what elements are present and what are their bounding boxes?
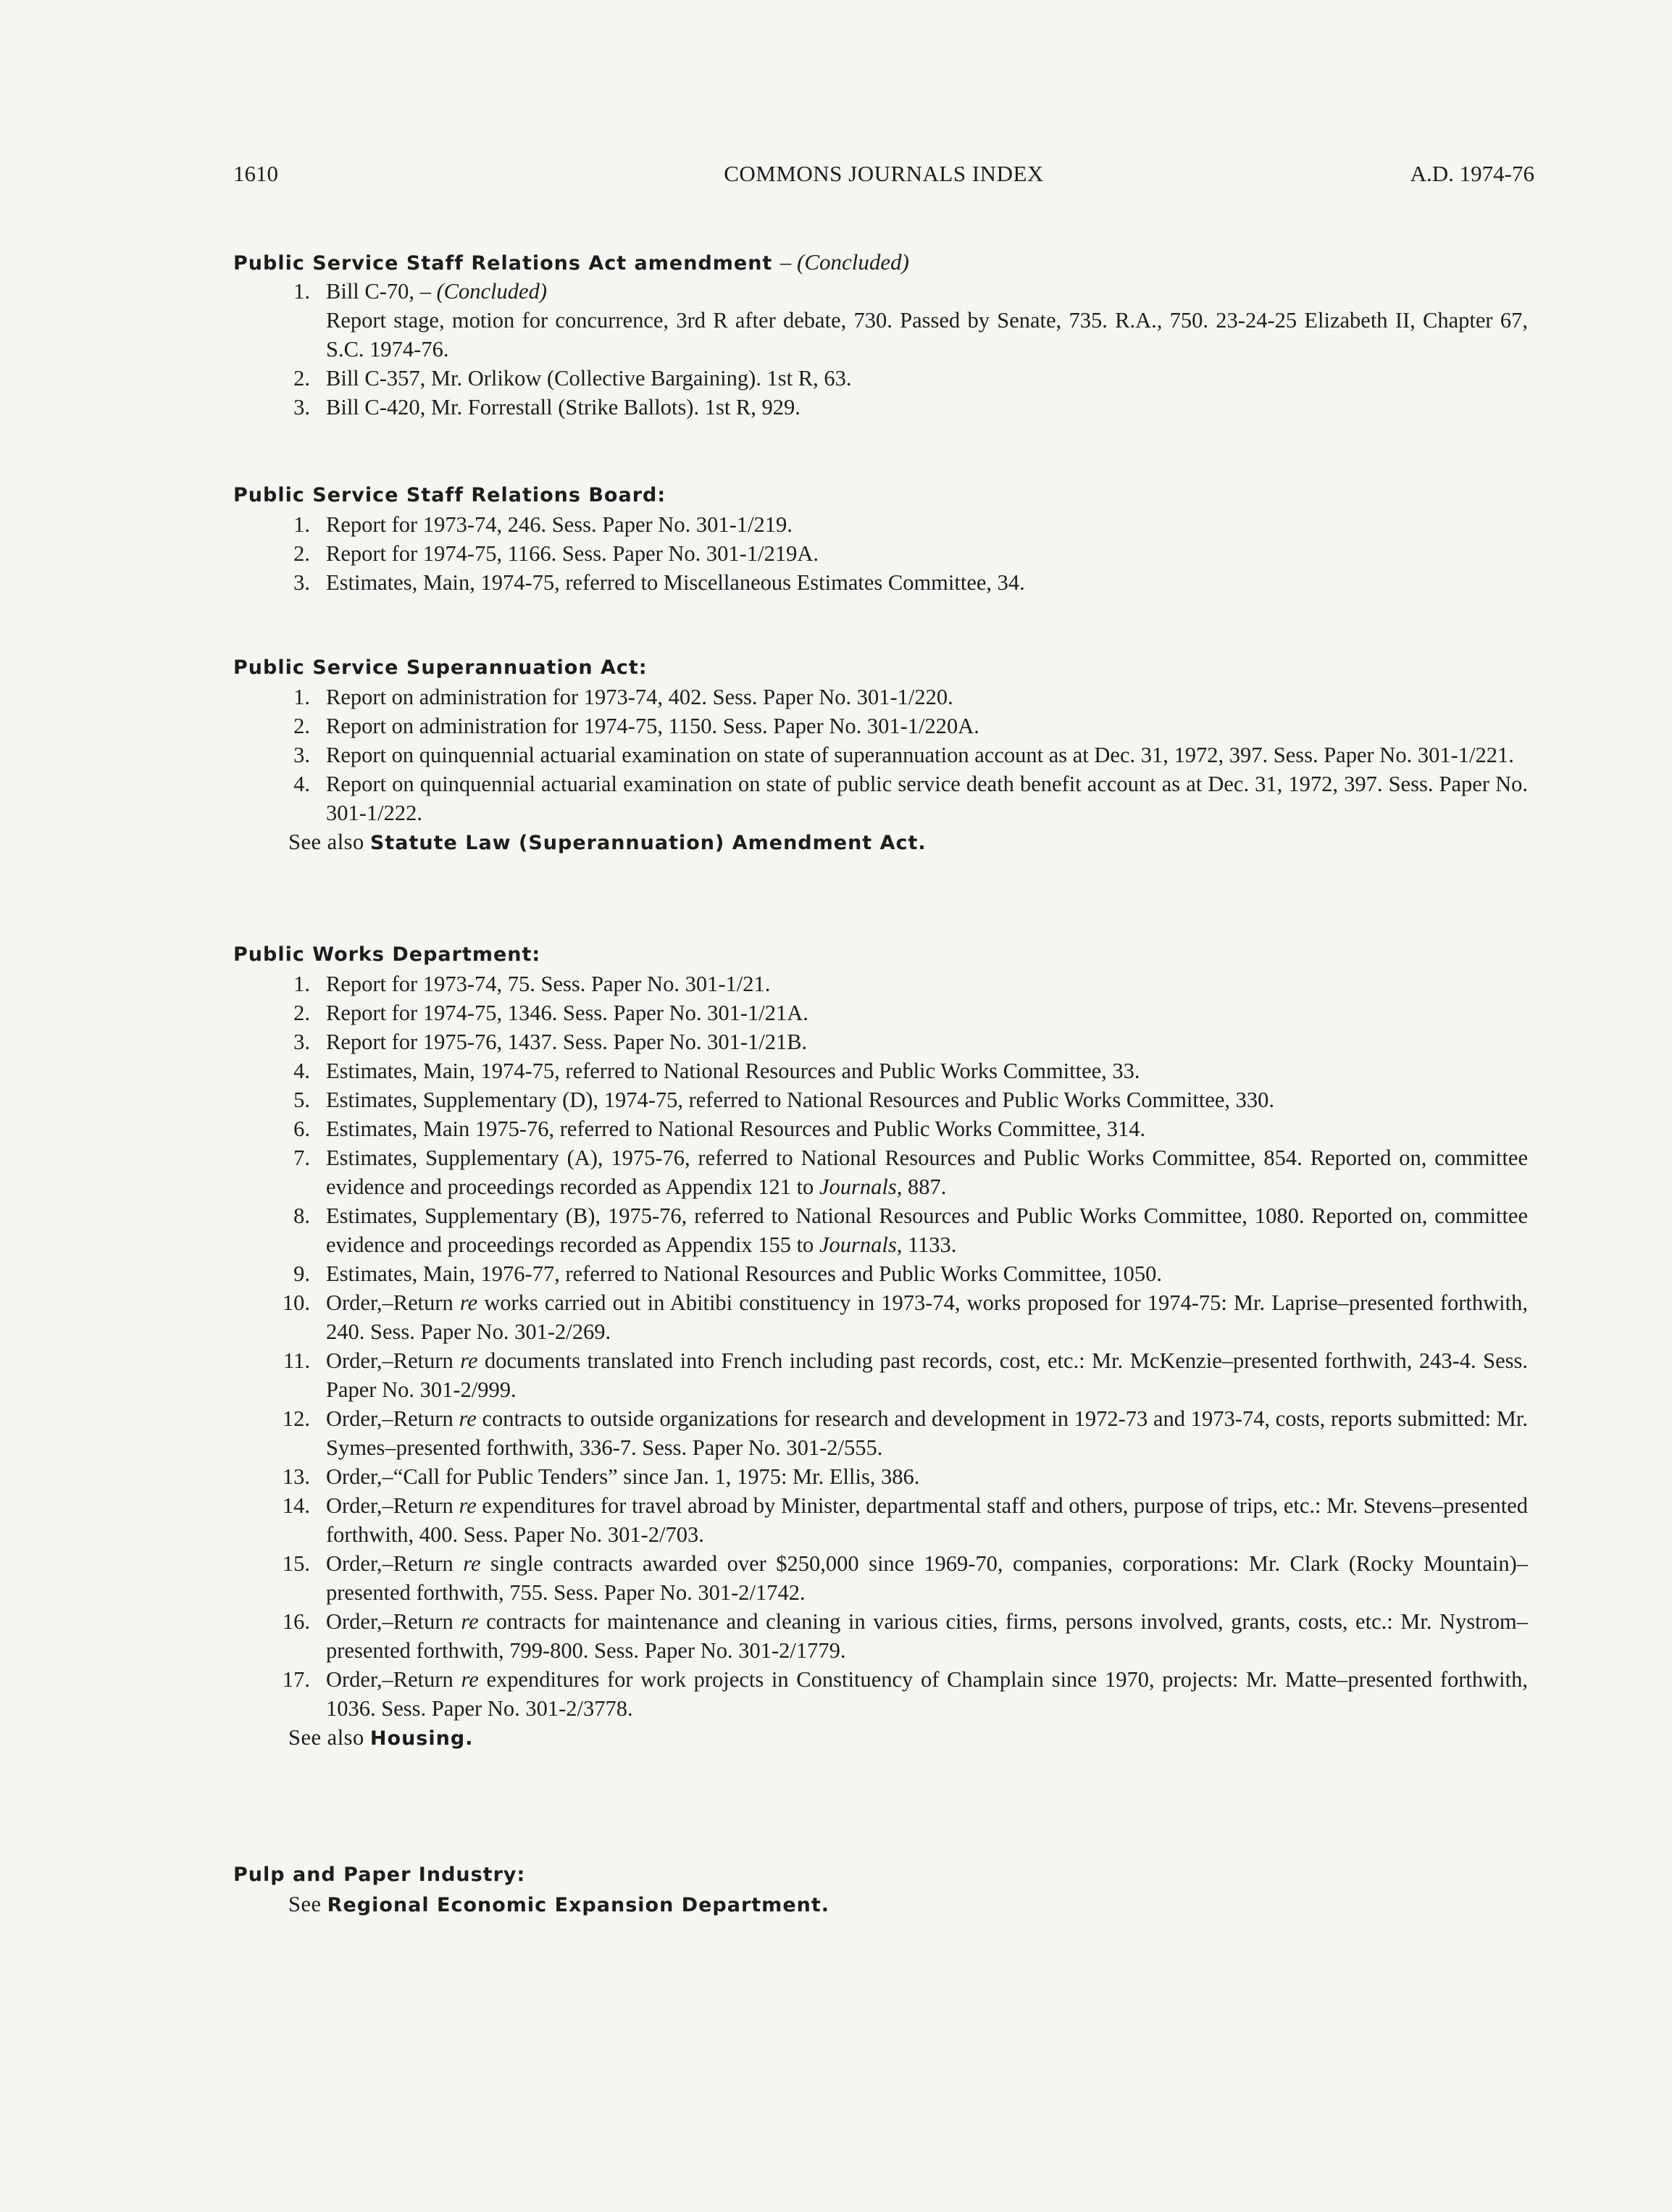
list-item: 4. Estimates, Main, 1974-75, referred to National Resources and Public Works Committee, 33.	[293, 1059, 1140, 1083]
list-item: 2. Report on administration for 1974-75, 1150. Sess. Paper No. 301-1/220A.	[293, 714, 979, 738]
list-item-continuation: Report stage, motion for concurrence, 3rd R after debate, 730. Passed by Senate, 735. R.A., 750. 23-24-25 Elizabeth II, Chapter 67, S.C. 1974-76.	[326, 308, 1528, 362]
list-item: 1. Report on administration for 1973-74, 402. Sess. Paper No. 301-1/220.	[293, 685, 953, 709]
entry-heading: Public Works Department:	[233, 943, 541, 966]
entry-heading: Public Service Superannuation Act:	[233, 656, 648, 679]
see-also-reference: See also Statute Law (Superannuation) Amendment Act.	[288, 830, 927, 854]
list-item: 11. Order,–Return re documents translated into French including past records, cost, etc.: Mr. McKenzie–presented forthwith, 243-4. Sess. Paper No. 301-2/999.	[283, 1348, 1528, 1402]
journal-period: A.D. 1974-76	[1410, 161, 1534, 186]
list-item: 16. Order,–Return re contracts for maintenance and cleaning in various cities, firms, persons involved, grants, costs, etc.: Mr. Nystrom–presented forthwith, 799-800. Sess. Paper No. 301-2/1779.	[282, 1609, 1528, 1663]
list-item: 14. Order,–Return re expenditures for travel abroad by Minister, departmental staff and others, purpose of trips, etc.: Mr. Stevens–presented forthwith, 400. Sess. Paper No. 301-2/703.	[282, 1493, 1528, 1547]
list-item: 4. Report on quinquennial actuarial examination on state of public service death benefit account as at Dec. 31, 1972, 397. Sess. Paper No. 301-1/222.	[293, 772, 1528, 825]
list-item: 1. Report for 1973-74, 75. Sess. Paper No. 301-1/21.	[293, 972, 771, 996]
list-item: 1. Bill C-70, – (Concluded)	[293, 279, 547, 304]
index-entry-superannuation-act	[233, 654, 1528, 858]
entry-heading: Pulp and Paper Industry:	[233, 1863, 526, 1886]
list-item: 7. Estimates, Supplementary (A), 1975-76, referred to National Resources and Public Works Committee, 854. Reported on, committee evidence and proceedings recorded as Appendix 121 to Journals, 887.	[293, 1145, 1528, 1199]
list-item: 8. Estimates, Supplementary (B), 1975-76, referred to National Resources and Public Works Committee, 1080. Reported on, committee evidence and proceedings recorded as Appendix 155 to Journals, 1133.	[293, 1203, 1528, 1257]
list-item: 3. Estimates, Main, 1974-75, referred to Miscellaneous Estimates Committee, 34.	[293, 570, 1025, 595]
page-header	[233, 161, 1534, 193]
list-item: 3. Report for 1975-76, 1437. Sess. Paper No. 301-1/21B.	[293, 1030, 808, 1054]
list-item: 1. Report for 1973-74, 246. Sess. Paper No. 301-1/219.	[293, 512, 793, 537]
list-item: 3. Report on quinquennial actuarial examination on state of superannuation account as at Dec. 31, 1972, 397. Sess. Paper No. 301-1/221.	[293, 743, 1514, 767]
list-item: 2. Report for 1974-75, 1346. Sess. Paper No. 301-1/21A.	[293, 1001, 808, 1025]
list-item: 10. Order,–Return re works carried out in Abitibi constituency in 1973-74, works proposed for 1974-75: Mr. Laprise–presented forthwith, 240. Sess. Paper No. 301-2/269.	[282, 1290, 1529, 1344]
index-entry-pssr-board	[233, 481, 1528, 597]
list-item: 17. Order,–Return re expenditures for work projects in Constituency of Champlain since 1970, projects: Mr. Matte–presented forthwith, 1036. Sess. Paper No. 301-2/3778.	[282, 1667, 1529, 1721]
list-item: 12. Order,–Return re contracts to outside organizations for research and development in 1972-73 and 1973-74, costs, reports submitted: Mr. Symes–presented forthwith, 336-7. Sess. Paper No. 301-2/555.	[282, 1406, 1529, 1460]
entry-heading: Public Service Staff Relations Act amendment – (Concluded)	[233, 249, 909, 275]
page-number: 1610	[233, 161, 278, 186]
index-entry-psra-amendment	[233, 248, 1528, 422]
list-item: 3. Bill C-420, Mr. Forrestall (Strike Ballots). 1st R, 929.	[293, 395, 801, 420]
entry-heading: Public Service Staff Relations Board:	[233, 484, 666, 506]
list-item: 13. Order,–“Call for Public Tenders” since Jan. 1, 1975: Mr. Ellis, 386.	[282, 1464, 920, 1489]
journal-title: COMMONS JOURNALS INDEX	[724, 161, 1044, 186]
list-item: 5. Estimates, Supplementary (D), 1974-75, referred to National Resources and Public Works Committee, 330.	[293, 1088, 1275, 1112]
list-item: 2. Report for 1974-75, 1166. Sess. Paper No. 301-1/219A.	[293, 541, 819, 566]
see-also-reference: See also Housing.	[288, 1725, 474, 1750]
index-entry-pulp-paper	[233, 1861, 1528, 1920]
list-item: 6. Estimates, Main 1975-76, referred to National Resources and Public Works Committee, 314.	[293, 1117, 1146, 1141]
index-entry-public-works	[233, 940, 1528, 1753]
list-item: 9. Estimates, Main, 1976-77, referred to National Resources and Public Works Committee, 1050.	[293, 1261, 1163, 1286]
list-item: 15. Order,–Return re single contracts awarded over $250,000 since 1969-70, companies, corporations: Mr. Clark (Rocky Mountain)–presented forthwith, 755. Sess. Paper No. 301-2/1742.	[282, 1551, 1528, 1605]
list-item: 2. Bill C-357, Mr. Orlikow (Collective Bargaining). 1st R, 63.	[293, 366, 852, 391]
see-reference: See Regional Economic Expansion Department.	[288, 1892, 830, 1916]
